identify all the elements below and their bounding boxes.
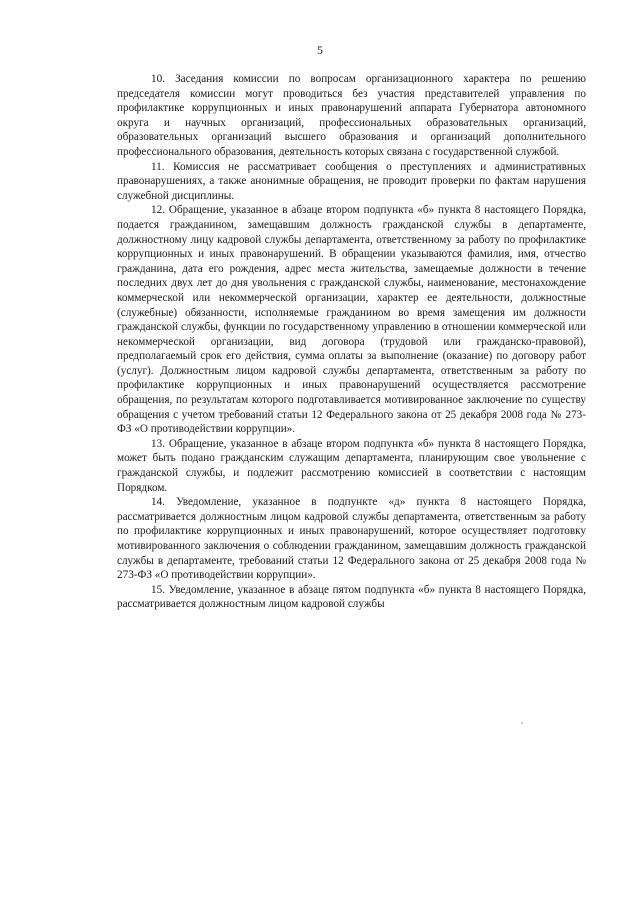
paragraph-15: 15. Уведомление, указанное в абзаце пятом подпункта «б» пункта 8 настоящего Порядка, рассматривается должностным лицом кадровой службы	[117, 583, 586, 611]
page-number: 5	[317, 45, 323, 57]
paragraph-10: 10. Заседания комиссии по вопросам организационного характера по решению председателя комиссии могут проводиться без участия представителей управления по профилактике коррупционных и иных правонарушений аппарата Губернатора автономного округа и научных организаций, профессиональных образовательных организаций, образовательных организаций высшего образования и организаций дополнительного профессионального образования, деятельность которых связана с государственной службой.	[117, 73, 586, 158]
paragraph-14: 14. Уведомление, указанное в подпункте «д» пункта 8 настоящего Порядка, рассматривается должностным лицом кадровой службы департамента, ответственным за работу по профилактике коррупционных и иных правонарушений, которое осуществляет подготовку мотивированного заключения о соблюдении гражданином, замещавшим должность гражданской службы в департаменте, требований статьи 12 Федерального закона от 25 декабря 2008 года № 273-ФЗ «О противодействии коррупции».	[117, 496, 586, 582]
paragraph-13: 13. Обращение, указанное в абзаце втором подпункта «б» пункта 8 настоящего Порядка, может быть подано гражданским служащим департамента, планирующим свое увольнение с гражданской службы, и подлежит рассмотрению комиссией в соответствии с настоящим Порядком.	[117, 437, 586, 494]
scan-artifact	[521, 722, 523, 724]
paragraph-11: 11. Комиссия не рассматривает сообщения о преступлениях и административных правонарушениях, а также анонимные обращения, не проводит проверки по фактам нарушения служебной дисциплины.	[117, 160, 586, 202]
paragraph-12: 12. Обращение, указанное в абзаце втором подпункта «б» пункта 8 настоящего Порядка, подается гражданином, замещавшим должность гражданской службы в департаменте, должностному лицу кадровой службы департамента, ответственному за работу по профилактике коррупционных и иных правонарушений. В обращении указываются фамилия, имя, отчество гражданина, дата его рождения, адрес места жительства, замещаемые должности в течение последних двух лет до дня увольнения с гражданской службы, наименование, местонахождение коммерческой или некоммерческой организации, характер ее деятельности, должностные (служебные) обязанности, исполняемые гражданином во время замещения им должности гражданской службы, функции по государственному управлению в отношении коммерческой или некоммерческой организации, вид договора (трудовой или гражданско-правовой), предполагаемый срок его действия, сумма оплаты за выполнение (оказание) по договору работ (услуг). Должностным лицом кадровой службы департамента, ответственным за работу по профилактике коррупционных и иных правонарушений осуществляется рассмотрение обращения, по результатам которого подготавливается мотивированное заключение по существу обращения с учетом требований статьи 12 Федерального закона от 25 декабря 2008 года № 273-ФЗ «О противодействии коррупции».	[117, 204, 586, 436]
document-body	[117, 72, 586, 612]
